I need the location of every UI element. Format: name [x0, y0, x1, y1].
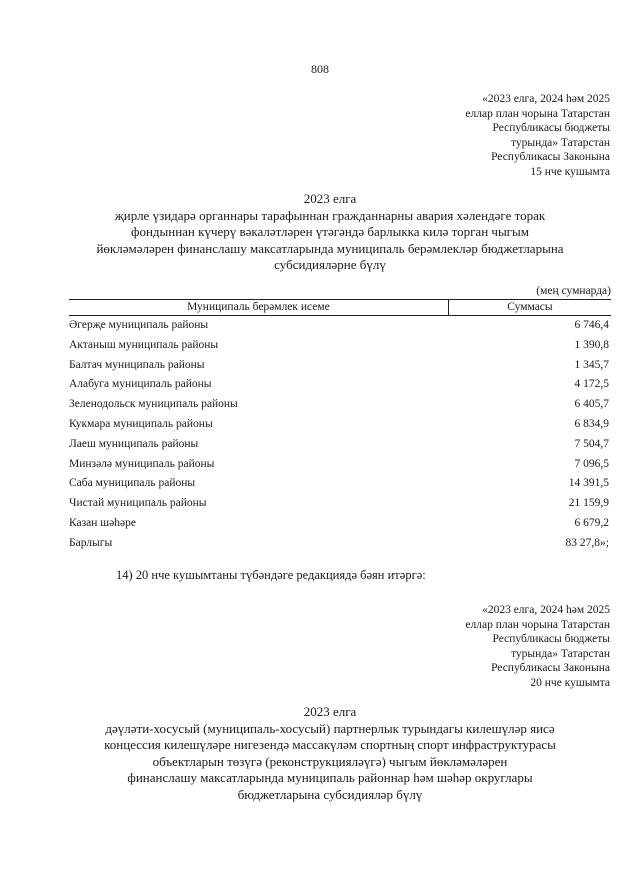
subsidy-amount: 6 834,9 — [574, 417, 609, 430]
table-row — [69, 435, 611, 455]
annex-line: «2023 елга, 2024 һәм 2025 — [482, 93, 610, 105]
table-row — [69, 494, 611, 514]
title-line: концессия килешүләре нигезендә массакүләм спортның спорт инфраструктурасы — [104, 737, 556, 752]
table-row — [69, 336, 611, 356]
municipality-name: Саба муниципаль районы — [69, 477, 196, 490]
column-header-name: Муниципаль берәмлек исеме — [69, 300, 448, 316]
subsidy-amount: 14 391,5 — [568, 477, 609, 490]
annex-20-header — [465, 603, 610, 690]
table-row — [69, 356, 611, 376]
municipality-name: Актаныш муниципаль районы — [69, 338, 219, 351]
subsidy-amount: 1 345,7 — [574, 358, 609, 371]
title-line: фондыннан күчерү вәкаләтләрен үтәгәндә барлыкка килә торган чыгым — [131, 224, 529, 239]
subsidy-amount: 7 504,7 — [574, 437, 609, 450]
table-row — [69, 316, 611, 336]
subsidy-table — [69, 299, 611, 554]
annex-line: Республикасы бюджеты — [492, 122, 610, 134]
amendment-paragraph: 14) 20 нче кушымтаны түбәндәге редакциядә бәян итәргә: — [116, 568, 426, 582]
annex-line: Республикасы бюджеты — [492, 633, 610, 645]
table-row — [69, 474, 611, 494]
subsidy-amount: 6 746,4 — [574, 319, 609, 331]
municipality-name: Чистай муниципаль районы — [69, 497, 207, 510]
annex-line: Республикасы Законына — [491, 151, 610, 163]
annex-line: турында» Татарстан — [511, 136, 610, 149]
annex-line: 15 нче кушымта — [530, 165, 610, 178]
total-label: Барлыгы — [69, 536, 113, 549]
title-line: 2023 елга — [303, 704, 357, 719]
subsidy-amount: 4 172,5 — [574, 378, 609, 391]
column-header-amount: Суммасы — [448, 300, 611, 316]
municipality-name: Казан шәһәре — [69, 516, 136, 529]
subsidy-amount: 6 679,2 — [574, 516, 609, 529]
title-line: объектларын төзүгә (реконструкцияләүгә) чыгым йөкләмәләрен — [152, 753, 508, 769]
annex-line: турында» Татарстан — [511, 647, 610, 660]
annex-line: еллар план чорына Татарстан — [465, 618, 610, 631]
title-line: субсидияләрне бүлү — [274, 257, 386, 272]
subsidy-amount: 21 159,9 — [568, 497, 609, 510]
total-amount: 83 27,8»; — [565, 536, 609, 549]
table-row — [69, 395, 611, 415]
subsidy-amount: 6 405,7 — [574, 398, 609, 411]
section-title-2 — [60, 704, 600, 803]
title-line: финанслашу максатларында муниципаль районнар һәм шәһәр округлары — [127, 770, 533, 785]
municipality-name: Лаеш муниципаль районы — [69, 437, 199, 450]
title-line: йөкләмәләрен финанслашу максатларында муниципаль берәмлекләр бюджетларына — [96, 240, 564, 256]
municipality-name: Кукмара муниципаль районы — [69, 417, 213, 430]
table-row — [69, 514, 611, 534]
annex-line: «2023 елга, 2024 һәм 2025 — [482, 604, 610, 616]
annex-15-header — [465, 92, 610, 179]
municipality-name: Әгерҗе муниципаль районы — [69, 319, 209, 331]
annex-line: Республикасы Законына — [491, 662, 610, 674]
table-row — [69, 415, 611, 435]
municipality-name: Зеленодольск муниципаль районы — [69, 398, 238, 411]
title-line: бюджетларына субсидияләр бүлү — [237, 786, 423, 802]
municipality-name: Балтач муниципаль районы — [69, 358, 205, 371]
section-title-1 — [60, 191, 600, 274]
table-row — [69, 455, 611, 475]
title-line: дәүләти-хосусый (муниципаль-хосусый) партнерлык турындагы килешүләр яисә — [105, 720, 555, 736]
title-line: 2023 елга — [303, 191, 357, 206]
table-row — [69, 375, 611, 395]
annex-line: 20 нче кушымта — [530, 676, 610, 689]
subsidy-amount: 1 390,8 — [574, 338, 609, 351]
unit-note: (мең сумнарда) — [536, 285, 611, 297]
municipality-name: Минзәлә муниципаль районы — [69, 457, 215, 470]
table-header-row — [69, 300, 611, 316]
municipality-name: Алабуга муниципаль районы — [69, 378, 212, 391]
subsidy-amount: 7 096,5 — [574, 457, 609, 470]
page-number: 808 — [311, 62, 329, 76]
table-total-row — [69, 534, 611, 554]
title-line: җирле үзидарә органнары тарафыннан гражданнарны авария хәлендәге торак — [114, 207, 546, 223]
annex-line: еллар план чорына Татарстан — [465, 107, 610, 120]
